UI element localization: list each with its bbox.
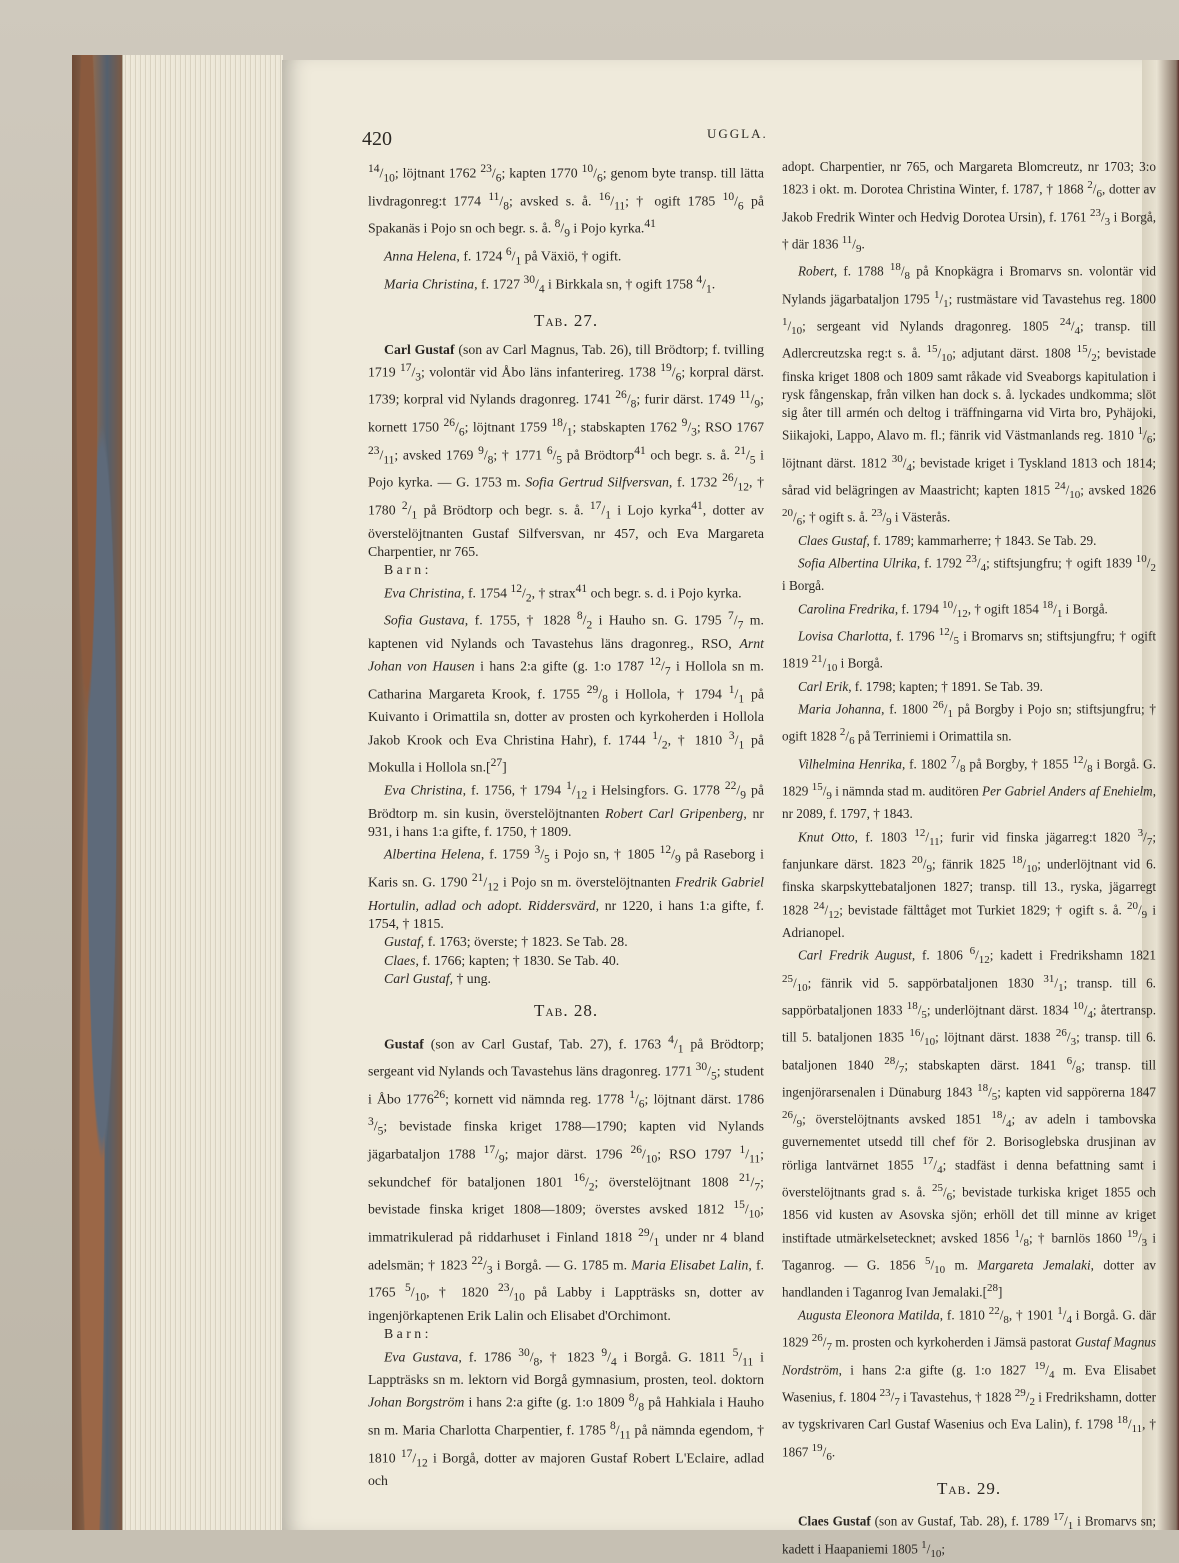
text-paragraph: B a r n :	[384, 1326, 429, 1342]
running-head: UGGLA.	[707, 126, 768, 141]
text-paragraph: Carl Erik, f. 1798; kapten; † 1891. Se Tab. 39.	[798, 678, 1043, 694]
text-paragraph: Lovisa Charlotta, f. 1796 $^{12}/_5$ i Bromarvs sn; stiftsjungfru; † ogift 1819 $^{21}/_{10}$ i Borgå.	[782, 626, 1156, 675]
text-paragraph: Sofia Albertina Ulrika, f. 1792 $^{23}/_4$; stiftsjungfru; † ogift 1839 $^{10}/_2$ i Borgå.	[782, 553, 1156, 594]
right-text-column	[782, 158, 1156, 1563]
text-paragraph: Albertina Helena, f. 1759 $^3/_5$ i Pojo sn, † 1805 $^{12}/_9$ på Raseborg i Karis sn. G. 1790 $^{21}/_{12}$ i Pojo sn m. överstelöjtnanten Fredrik Gabriel Hortulin, adlad och adopt. Riddersvärd, nr 1220, i hans 1:a gifte, f. 1754, † 1815.	[368, 844, 765, 932]
marbled-cover	[72, 55, 124, 1530]
text-paragraph: Eva Christina, f. 1756, † 1794 $^1/_{12}$ i Helsingfors. G. 1778 $^{22}/_9$ på Brödtorp m. sin kusin, överstelöjtnanten Robert Carl Gripenberg, nr 931, i hans 1:a gifte, f. 1750, † 1809.	[368, 780, 764, 840]
page-header	[362, 128, 782, 158]
text-paragraph: Claes, f. 1766; kapten; † 1830. Se Tab. 40.	[384, 952, 620, 968]
left-text-column	[368, 160, 764, 1491]
text-paragraph: adopt. Charpentier, nr 765, och Margareta Blomcreutz, nr 1703; 3:o 1823 i okt. m. Dorotea Christina Winter, f. 1787, † 1868 $^2/_6$, dotter av Jakob Fredrik Winter och Hedvig Dorotea Ursin), f. 1761 $^{23}/_3$ i Borgå, † där 1836 $^{11}/_9$.	[782, 159, 1157, 255]
text-paragraph: Carolina Fredrika, f. 1794 $^{10}/_{12}$, † ogift 1854 $^{18}/_1$ i Borgå.	[798, 598, 1108, 620]
text-paragraph: Claes Gustaf (son av Gustaf, Tab. 28), f. 1789 $^{17}/_1$ i Bromarvs sn; kadett i Haapaniemi 1805 $^1/_{10}$;	[782, 1511, 1156, 1560]
text-paragraph: Gustaf, f. 1763; överste; † 1823. Se Tab. 28.	[384, 934, 628, 950]
text-paragraph: Carl Gustaf, † ung.	[384, 970, 491, 986]
text-paragraph: Maria Christina, f. 1727 $^{30}/_4$ i Birkkala sn, † ogift 1758 $^4/_1$.	[384, 273, 716, 295]
text-paragraph: Maria Johanna, f. 1800 $^{26}/_1$ på Borgby i Pojo sn; stiftsjungfru; † ogift 1828 $^2/_6$ på Terriniemi i Orimattila sn.	[782, 699, 1156, 748]
text-paragraph: Eva Gustava, f. 1786 $^{30}/_8$, † 1823 $^9/_4$ i Borgå. G. 1811 $^5/_{11}$ i Lappträsks sn m. lektorn vid Borgå gymnasium, prosten, teol. doktorn Johan Borgström i hans 2:a gifte (g. 1:o 1809 $^8/_8$ på Hahkiala i Hauho sn m. Maria Charlotta Charpentier, f. 1785 $^8/_{11}$ på nämnda egendom, † 1810 $^{17}/_{12}$ i Borgå, dotter av majoren Gustaf Robert L'Eclaire, adlad och	[368, 1346, 765, 1489]
text-paragraph: Augusta Eleonora Matilda, f. 1810 $^{22}/_8$, † 1901 $^1/_4$ i Borgå. G. där 1829 $^{26}/_7$ m. prosten och kyrkoherden i Jämsä pastorat Gustaf Magnus Nordström, i hans 2:a gifte (g. 1:o 1827 $^{19}/_4$ m. Eva Elisabet Wasenius, f. 1804 $^{23}/_7$ i Tavastehus, † 1828 $^{29}/_2$ i Fredrikshamn, dotter av tygskrivaren Carl Gustaf Wasenius och Eva Lalin), f. 1798 $^{18}/_{11}$, † 1867 $^{19}/_6$.	[782, 1305, 1157, 1463]
table-heading: TAB. 28.	[533, 1001, 599, 1021]
text-paragraph: Claes Gustaf, f. 1789; kammarherre; † 1843. Se Tab. 29.	[798, 532, 1097, 548]
table-heading: TAB. 29.	[936, 1479, 1002, 1499]
text-paragraph: Carl Fredrik August, f. 1806 $^6/_{12}$; kadett i Fredrikshamn 1821 $^{25}/_{10}$; fänrik vid 5. sappörbataljonen 1830 $^{31}/_1$; transp. till 6. sappörbataljonen 1833 $^{18}/_5$; underlöjtnant därst. 1834 $^{10}/_4$; återtransp. till 5. bataljonen 1835 $^{16}/_{10}$; löjtnant därst. 1838 $^{26}/_3$; transp. till 6. bataljonen 1840 $^{28}/_7$; stabskapten därst. 1841 $^6/_8$; transp. till ingenjörarsenalen i Dünaburg 1843 $^{18}/_5$; kapten vid sappörerna 1847 $^{26}/_9$; överstelöjtnants avsked 1851 $^{18}/_4$; av adeln i tambovska guvernementet utsedd till chef för 2. Borisoglebska drusjinan av rörliga lantvärnet 1855 $^{17}/_4$; stadfäst i denna befattning samt i överstelöjtnants grad s. å. $^{25}/_6$; bevistade turkiska kriget 1855 och 1856 vid kusten av Asovska sjön; erhöll det till minne av kriget instiftade utmärkelsetecknet; avsked 1856 $^1/_8$; † barnlös 1860 $^{19}/_3$ i Taganrog. — G. 1856 $^5/_{10}$ m. Margareta Jemalaki, dotter av handlanden i Taganrog Ivan Jemalaki.[$^{28}$]	[782, 945, 1156, 1300]
text-paragraph: Sofia Gustava, f. 1755, † 1828 $^8/_2$ i Hauho sn. G. 1795 $^7/_7$ m. kaptenen vid Nylands och Tavastehus läns dragonreg., RSO, Arnt Johan von Hausen i hans 2:a gifte (g. 1:o 1787 $^{12}/_7$ i Hollola sn m. Catharina Margareta Krook, f. 1755 $^{29}/_8$ i Hollola, † 1794 $^1/_1$ på Kuivanto i Orimattila sn, dotter av prosten och kyrkoherden i Hollola Jakob Krook och Eva Christina Hahr), f. 1744 $^1/_2$, † 1810 $^3/_1$ på Mokulla i Hollola sn.[$^{27}$]	[368, 610, 764, 775]
text-paragraph: B a r n :	[384, 562, 429, 578]
page-number: 420	[362, 128, 392, 150]
text-paragraph: Gustaf (son av Carl Gustaf, Tab. 27), f. 1763 $^4/_1$ på Brödtorp; sergeant vid Nylands och Tavastehus läns dragonreg. 1771 $^{30}/_5$; student i Åbo 1776$^{26}$; kornett vid nämnda reg. 1778 $^1/_6$; löjtnant därst. 1786 $^3/_5$; bevistade finska kriget 1788—1790; kapten vid Nylands jägarbataljon 1788 $^{17}/_9$; major därst. 1796 $^{26}/_{10}$; RSO 1797 $^1/_{11}$; sekundchef för bataljonen 1801 $^{16}/_2$; överstelöjtnant 1808 $^{21}/_7$; bevistade finska kriget 1808—1809; överstes avsked 1812 $^{15}/_{10}$; immatrikulerad på riddarhuset i Finland 1818 $^{29}/_1$ under nr 4 bland adelsmän; † 1823 $^{22}/_3$ i Borgå. — G. 1785 m. Maria Elisabet Lalin, f. 1765 $^5/_{10}$, † 1820 $^{23}/_{10}$ på Labby i Lappträsks sn, dotter av ingenjörkaptenen Erik Lalin och Elisabet d'Orchimont.	[368, 1033, 764, 1323]
text-paragraph: Carl Gustaf (son av Carl Magnus, Tab. 26), till Brödtorp; f. tvilling 1719 $^{17}/_3$; volontär vid Åbo läns infanterireg. 1738 $^{19}/_6$; korpral därst. 1739; korpral vid Nylands dragonreg. 1741 $^{26}/_8$; furir därst. 1749 $^{11}/_9$; kornett 1750 $^{26}/_6$; löjtnant 1759 $^{18}/_1$; stabskapten 1762 $^9/_3$; RSO 1767 $^{23}/_{11}$; avsked 1769 $^9/_8$; † 1771 $^6/_5$ på Brödtorp$^{41}$ och begr. s. å. $^{21}/_5$ i Pojo kyrka. — G. 1753 m. Sofia Gertrud Silfversvan, f. 1732 $^{26}/_{12}$, † 1780 $^2/_1$ på Brödtorp och begr. s. å. $^{17}/_1$ i Lojo kyrka$^{41}$, dotter av överstelöjtnanten Gustaf Silfversvan, nr 457, och Eva Margareta Charpentier, nr 765.	[368, 341, 765, 559]
text-paragraph: Knut Otto, f. 1803 $^{12}/_{11}$; furir vid finska jägarreg:t 1820 $^3/_7$; fanjunkare därst. 1823 $^{20}/_9$; fänrik 1825 $^{18}/_{10}$; underlöjtnant vid 6. finska skarpskyttebataljonen 1827; transp. till 13., ryska, jägarregt 1828 $^{24}/_{12}$; bevistade fälttåget mot Turkiet 1829; † ogift s. å. $^{20}/_9$ i Adrianopel.	[782, 826, 1156, 940]
text-paragraph: Robert, f. 1788 $^{18}/_8$ på Knopkägra i Bromarvs sn. volontär vid Nylands jägarbataljon 1795 $^1/_1$; rustmästare vid Tavastehus reg. 1800 $^1/_{10}$; sergeant vid Nylands dragonreg. 1805 $^{24}/_4$; transp. till Adlercreutzska reg:t s. å. $^{15}/_{10}$; adjutant därst. 1808 $^{15}/_2$; bevistade finska kriget 1808 och 1809 samt råkade vid Sveaborgs kapitulation i rysk fångenskap, från vilken han dock s. å. lyckades undkomma; slöt sig åter till armén och deltog i träffningarna vid Virta bro, Pyhäjoki, Siikajoki, Lappo, Alavo m. fl.; fänrik vid Västmanlands reg. 1810 $^1/_6$; löjtnant därst. 1812 $^{30}/_4$; bevistade kriget i Tyskland 1813 och 1814; sårad vid belägringen av Maastricht; kapten 1815 $^{24}/_{10}$; avsked 1826 $^{20}/_6$; † ogift s. å. $^{23}/_9$ i Västerås.	[782, 261, 1157, 529]
page-edges	[122, 55, 283, 1530]
table-heading: TAB. 27.	[533, 311, 599, 331]
text-paragraph: Vilhelmina Henrika, f. 1802 $^7/_8$ på Borgby, † 1855 $^{12}/_8$ i Borgå. G. 1829 $^{15}/_9$ i nämnda stad m. auditören Per Gabriel Anders af Enehielm, nr 2089, f. 1797, † 1843.	[782, 753, 1157, 822]
text-paragraph: $^{14}/_{10}$; löjtnant 1762 $^{23}/_6$; kapten 1770 $^{10}/_6$; genom byte transp. till lätta livdragonreg:t 1774 $^{11}/_8$; avsked s. å. $^{16}/_{11}$; † ogift 1785 $^{10}/_6$ på Spakanäs i Pojo sn och begr. s. å. $^8/_9$ i Pojo kyrka.$^{41}$	[368, 163, 764, 240]
text-paragraph: Anna Helena, f. 1724 $^6/_1$ på Växiö, † ogift.	[384, 245, 622, 268]
text-paragraph: Eva Christina, f. 1754 $^{12}/_2$, † strax$^{41}$ och begr. s. d. i Pojo kyrka.	[384, 582, 742, 604]
